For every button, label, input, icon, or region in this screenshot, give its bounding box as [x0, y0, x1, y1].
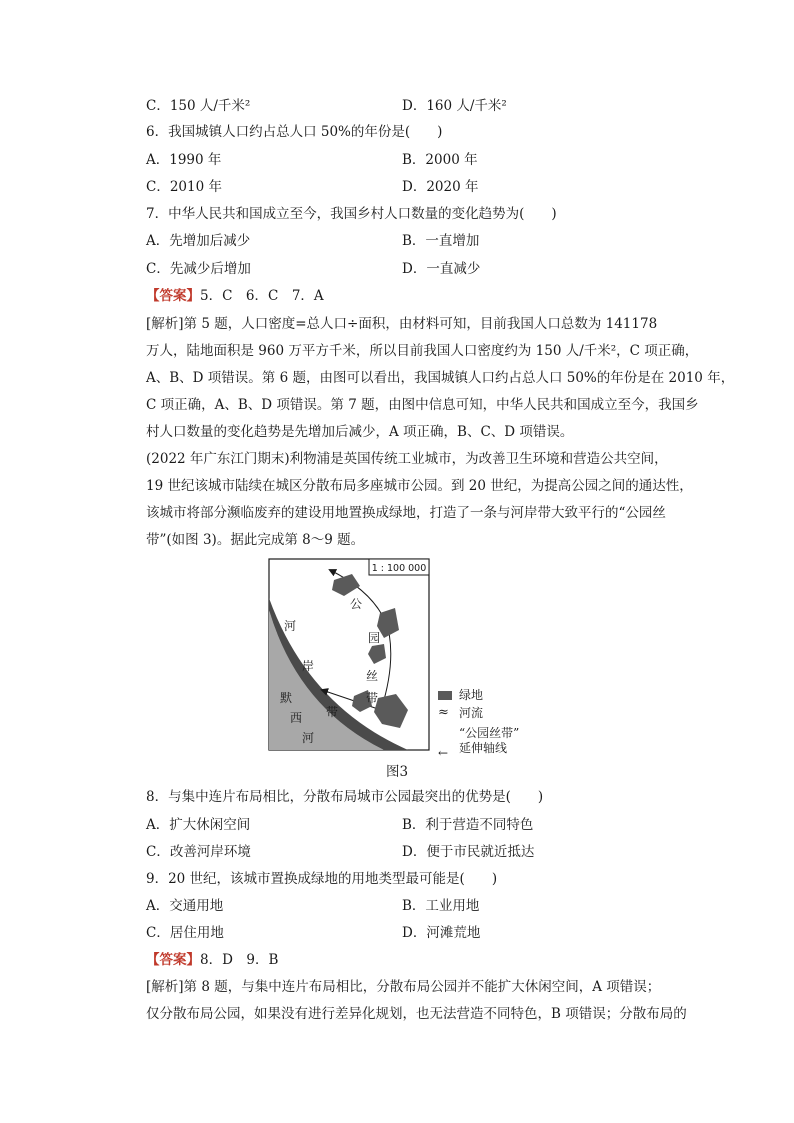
answer-text: 5．C 6．C 7．A [200, 288, 324, 304]
legend-green: 绿地 [459, 688, 484, 702]
material-line-3: 该城市将部分濒临废弃的建设用地置换成绿地，打造了一条与河岸带大致平行的“公园丝 [146, 505, 666, 521]
q6-option-b: B．2000 年 [402, 152, 478, 168]
q7-option-c: C．先减少后增加 [146, 261, 251, 277]
q5-option-c: C．150 人/千米² [146, 98, 251, 114]
q7-option-d: D．一直减少 [402, 261, 481, 277]
q8-option-d: D．便于市民就近抵达 [402, 844, 535, 860]
bank-char-3: 带 [326, 705, 339, 719]
legend-axis-line1: “公园丝带” [459, 726, 520, 740]
q6-option-a: A．1990 年 [146, 152, 222, 168]
q9-option-d: D．河滩荒地 [402, 925, 481, 941]
q8-stem: 8．与集中连片布局相比，分散布局城市公园最突出的优势是( ) [146, 789, 544, 805]
ribbon-char-3: 丝 [366, 669, 379, 683]
q7-stem: 7．中华人民共和国成立至今，我国乡村人口数量的变化趋势为( ) [146, 206, 557, 222]
river-char-3: 河 [302, 731, 315, 745]
answer-line-2 [146, 950, 278, 970]
q7-option-b: B．一直增加 [402, 233, 480, 249]
green-swatch [438, 691, 452, 700]
river-char-2: 西 [290, 711, 303, 725]
q9-option-a: A．交通用地 [146, 898, 224, 914]
q9-stem: 9．20 世纪，该城市置换成绿地的用地类型最可能是( ) [146, 871, 498, 887]
analysis-1-line-5: 村人口数量的变化趋势是先增加后减少，A 项正确，B、C、D 项错误。 [146, 424, 574, 440]
river-char-1: 默 [280, 691, 293, 705]
axis-arrow-icon: ← [438, 746, 449, 760]
q8-option-b: B．利于营造不同特色 [402, 817, 534, 833]
q5-option-d: D．160 人/千米² [402, 98, 507, 114]
analysis-2-line-1: [解析]第 8 题，与集中连片布局相比，分散布局公园并不能扩大休闲空间，A 项错误； [146, 979, 661, 995]
material-line-4: 带”(如图 3)。据此完成第 8～9 题。 [146, 532, 365, 548]
ribbon-char-2: 园 [368, 631, 381, 645]
river-wave-icon: ≈ [438, 705, 449, 720]
q9-option-c: C．居住用地 [146, 925, 224, 941]
material-line-2: 19 世纪该城市陆续在城区分散布局多座城市公园。到 20 世纪，为提高公园之间的通达性， [146, 478, 693, 494]
ribbon-char-1: 公 [350, 597, 363, 611]
q6-option-d: D．2020 年 [402, 179, 479, 195]
scale-text: 1 : 100 000 [371, 563, 427, 574]
analysis-1-line-3: A、B、D 项错误。第 6 题，由图可以看出，我国城镇人口约占总人口 50%的年份是在 2010 年， [146, 370, 735, 386]
bank-char-1: 河 [284, 619, 297, 633]
answer-label: 【答案】 [146, 952, 200, 968]
legend-axis-line2: 延伸轴线 [459, 741, 508, 755]
q8-option-c: C．改善河岸环境 [146, 844, 251, 860]
ribbon-char-4: 带 [366, 691, 379, 705]
q6-stem: 6．我国城镇人口约占总人口 50%的年份是( ) [146, 124, 443, 140]
material-line-1: (2022 年广东江门期末)利物浦是英国传统工业城市，为改善卫生环境和营造公共空间， [146, 451, 668, 467]
answer-label: 【答案】 [146, 288, 200, 304]
analysis-2-line-2: 仅分散布局公园，如果没有进行差异化规划，也无法营造不同特色，B 项错误；分散布局的 [146, 1006, 687, 1022]
analysis-1-line-1: [解析]第 5 题，人口密度=总人口÷面积，由材料可知，目前我国人口总数为 141178 [146, 316, 658, 332]
q9-option-b: B．工业用地 [402, 898, 480, 914]
analysis-1-line-2: 万人，陆地面积是 960 万平方千米，所以目前我国人口密度约为 150 人/千米²，C 项正确， [146, 343, 699, 359]
figure-caption: 图3 [386, 764, 409, 780]
q6-option-c: C．2010 年 [146, 179, 222, 195]
q8-option-a: A．扩大休闲空间 [146, 817, 251, 833]
answer-text: 8．D 9．B [200, 952, 279, 968]
map-legend [438, 686, 520, 760]
bank-char-2: 岸 [302, 659, 315, 673]
legend-river: 河流 [459, 706, 484, 720]
analysis-1-line-4: C 项正确，A、B、D 项错误。第 7 题，由图中信息可知，中华人民共和国成立至今，我国乡 [146, 397, 699, 413]
answer-line-1 [146, 286, 324, 306]
q7-option-a: A．先增加后减少 [146, 233, 251, 249]
